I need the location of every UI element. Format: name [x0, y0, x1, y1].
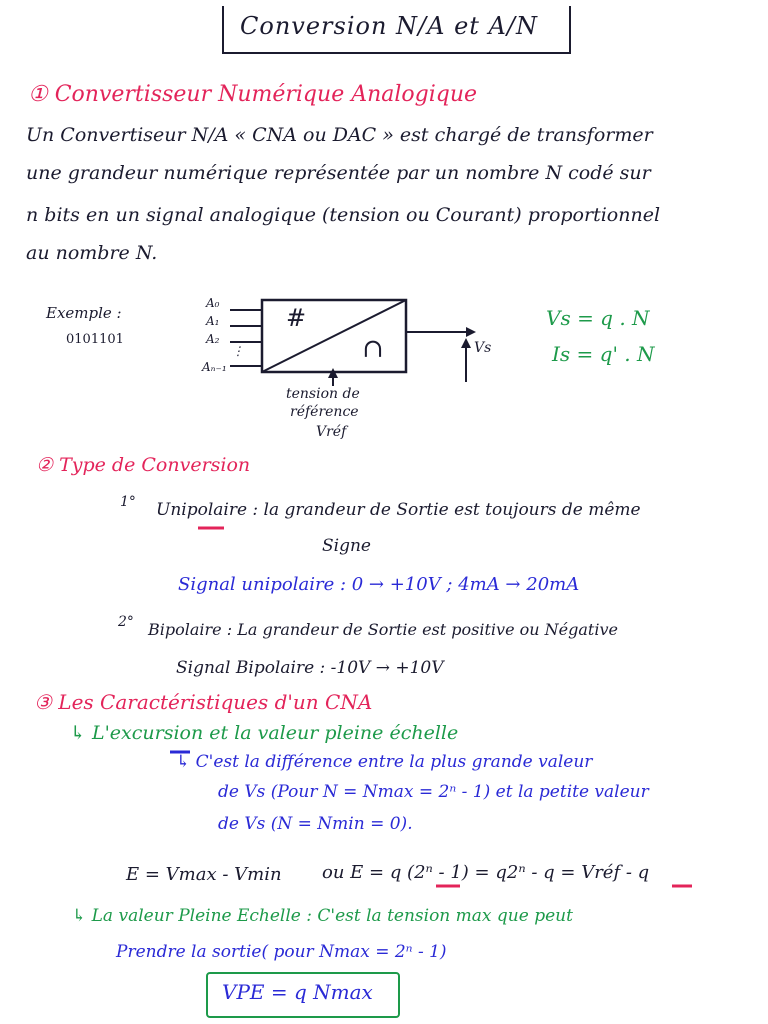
section1-line3: n bits en un signal analogique (tension ou Courant) proportionnel: [26, 204, 661, 226]
unipolar-line1: Unipolaire : la grandeur de Sortie est toujours de même: [156, 500, 641, 520]
excursion-sub-line1: ↳ C'est la différence entre la plus grande valeur: [176, 752, 593, 772]
input-label-dots: ⋮: [232, 344, 244, 358]
digital-symbol: #: [286, 304, 307, 332]
section1-line4: au nombre N.: [26, 242, 158, 264]
full-scale-line2: Prendre la sortie( pour Nmax = 2ⁿ - 1): [116, 942, 447, 962]
section1-heading: ① Convertisseur Numérique Analogique: [28, 82, 478, 107]
unipolar-signal: Signal unipolaire : 0 → +10V ; 4mA → 20mA: [178, 574, 580, 595]
dac-diagonal: [262, 300, 406, 372]
ref-label-line1: tension de: [286, 386, 360, 402]
input-label-an1: Aₙ₋₁: [202, 360, 227, 374]
analog-symbol: ∩: [362, 334, 384, 364]
output-arrow-icon: [466, 327, 476, 337]
vs-arrow-icon: [461, 338, 471, 348]
excursion-item: ↳ L'excursion et la valeur pleine échelle: [70, 722, 459, 744]
excursion-sub-line3: de Vs (N = Nmin = 0).: [218, 814, 413, 834]
bipolar-line1: Bipolaire : La grandeur de Sortie est positive ou Négative: [148, 620, 618, 639]
example-label: Exemple :: [46, 304, 122, 322]
section1-line1: Un Convertiseur N/A « CNA ou DAC » est chargé de transformer: [26, 124, 653, 146]
equation-right: ou E = q (2ⁿ - 1) = q2ⁿ - q = Vréf - q: [322, 862, 650, 883]
vpe-formula: VPE = q Nmax: [222, 980, 373, 1004]
bipolar-bullet: 2°: [118, 614, 134, 630]
ref-label-line3: Vréf: [316, 424, 347, 440]
page-title: Conversion N/A et A/N: [240, 12, 538, 40]
bipolar-signal: Signal Bipolaire : -10V → +10V: [176, 658, 444, 678]
full-scale-line1: ↳ La valeur Pleine Echelle : C'est la tension max que peut: [72, 906, 573, 926]
formula-vs: Vs = q . N: [546, 306, 650, 330]
section1-line2: une grandeur numérique représentée par un nombre N codé sur: [26, 162, 651, 184]
example-value: 0101101: [66, 332, 124, 347]
formula-is: Is = q' . N: [552, 342, 655, 366]
input-label-a0: A₀: [206, 296, 220, 310]
excursion-sub-line2: de Vs (Pour N = Nmax = 2ⁿ - 1) et la petite valeur: [218, 782, 649, 802]
unipolar-line2: Signe: [322, 536, 371, 556]
input-label-a1: A₁: [206, 314, 220, 328]
unipolar-bullet: 1°: [120, 494, 136, 510]
equation-left: E = Vmax - Vmin: [126, 864, 282, 885]
section3-heading: ③ Les Caractéristiques d'un CNA: [34, 690, 373, 714]
ref-label-line2: référence: [290, 404, 359, 420]
section2-heading: ② Type de Conversion: [36, 454, 251, 476]
input-label-a2: A₂: [206, 332, 220, 346]
output-label: Vs: [474, 340, 492, 356]
